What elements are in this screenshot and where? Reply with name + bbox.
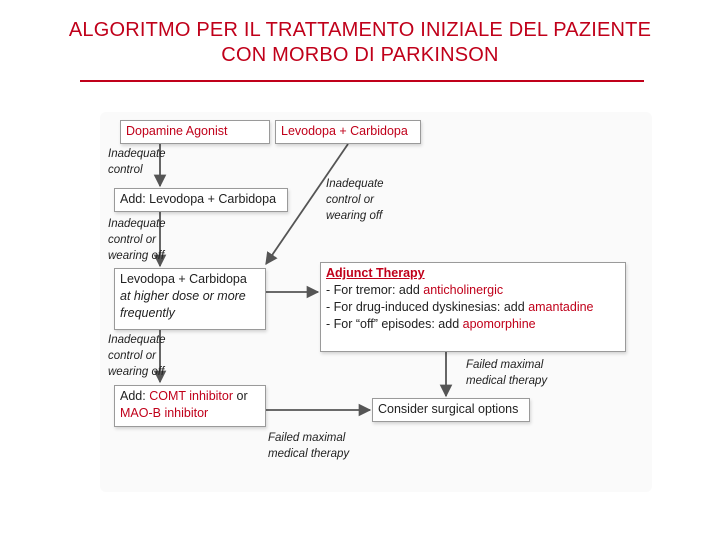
box-levodopa-carbidopa: [275, 120, 421, 144]
adjunct-tremor-drug: anticholinergic: [423, 283, 504, 297]
levodopa-carbidopa-label: Levodopa + Carbidopa: [281, 124, 408, 138]
note-line: wearing off: [326, 210, 383, 222]
note-line: Failed maximal: [466, 359, 544, 371]
note-line: control or: [108, 234, 156, 246]
adjunct-tremor-line: [326, 282, 620, 299]
higher-dose-line-1: Levodopa + Carbidopa: [120, 272, 247, 286]
note-inadequate-control: [108, 146, 166, 178]
adjunct-therapy-title: Adjunct Therapy: [326, 266, 425, 280]
note-line: medical therapy: [466, 375, 548, 387]
adjunct-dyskinesias-line: [326, 299, 620, 316]
adjunct-dysk-prefix: - For drug-induced dyskinesias: add: [326, 300, 529, 314]
box-higher-dose: [114, 268, 266, 330]
note-line: Inadequate: [108, 334, 166, 346]
title-line-1: ALGORITMO PER IL TRATTAMENTO INIZIALE DEL PAZIENTE: [68, 19, 652, 41]
box-comt-maob: [114, 385, 266, 427]
comt-prefix: Add:: [120, 389, 150, 403]
maob-inhibitor: MAO-B inhibitor: [120, 406, 209, 420]
comt-or: or: [233, 389, 248, 403]
note-line: control: [108, 164, 143, 176]
comt-inhibitor: COMT inhibitor: [149, 389, 234, 403]
higher-dose-line-3: frequently: [120, 306, 175, 320]
adjunct-dysk-drug: amantadine: [528, 300, 594, 314]
adjunct-off-line: [326, 316, 620, 333]
note-inadequate-wearing-right: [326, 176, 384, 224]
title-line-2: CON MORBO DI PARKINSON: [221, 44, 499, 66]
note-line: medical therapy: [268, 448, 350, 460]
note-inadequate-wearing-left: [108, 216, 166, 264]
note-line: control or: [108, 350, 156, 362]
note-inadequate-wearing-lower: [108, 332, 166, 380]
surgical-options-label: Consider surgical options: [378, 402, 519, 416]
higher-dose-line-2: at higher dose or more: [120, 289, 246, 303]
note-line: Failed maximal: [268, 432, 346, 444]
adjunct-off-prefix: - For “off” episodes: add: [326, 317, 463, 331]
note-failed-therapy-left: [268, 430, 349, 462]
note-failed-therapy-right: [466, 357, 547, 389]
comt-line: [120, 388, 260, 405]
add-levodopa-label: Add: Levodopa + Carbidopa: [120, 192, 277, 206]
note-line: Inadequate: [326, 178, 384, 190]
note-line: control or: [326, 194, 374, 206]
box-surgical-options: [372, 398, 530, 422]
note-line: wearing off: [108, 250, 165, 262]
adjunct-off-drug: apomorphine: [462, 317, 536, 331]
dopamine-agonist-label: Dopamine Agonist: [126, 124, 228, 138]
note-line: wearing off: [108, 366, 165, 378]
box-dopamine-agonist: [120, 120, 270, 144]
box-add-levodopa: [114, 188, 288, 212]
note-line: Inadequate: [108, 148, 166, 160]
box-adjunct-therapy: [320, 262, 626, 352]
adjunct-tremor-prefix: - For tremor: add: [326, 283, 424, 297]
note-line: Inadequate: [108, 218, 166, 230]
